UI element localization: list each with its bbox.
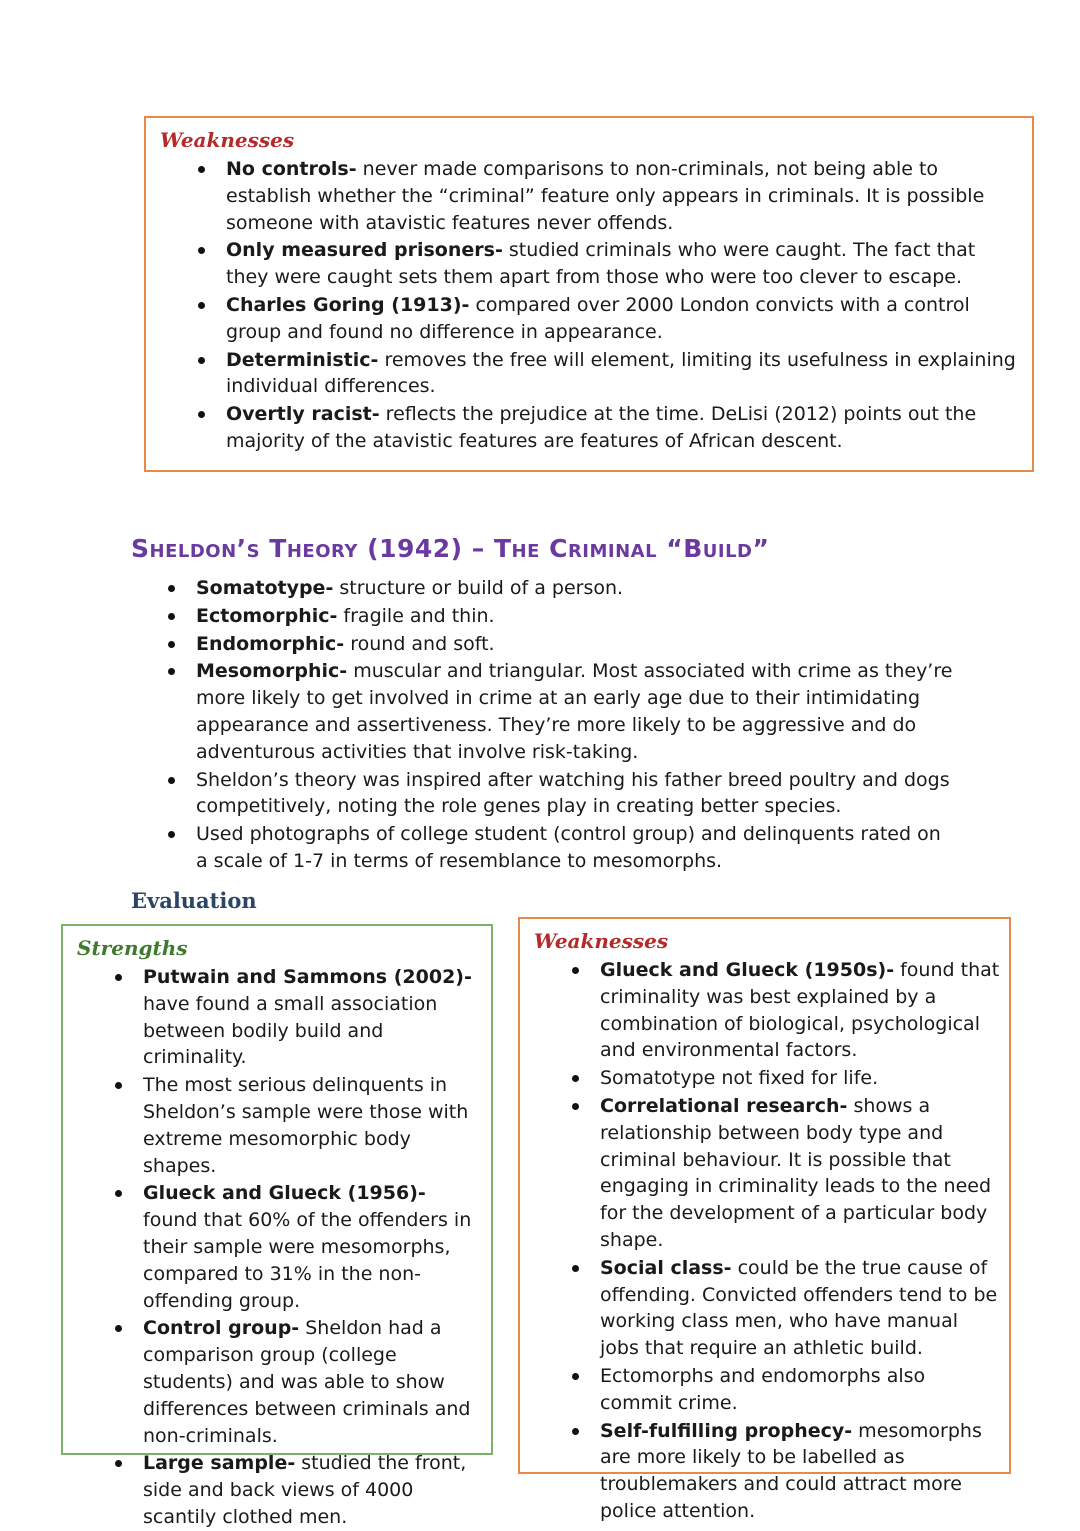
list-item: Putwain and Sammons (2002)- have found a small association between bodily build and criminality.	[143, 964, 485, 1071]
list-item: Social class- could be the true cause of offending. Convicted offenders tend to be working class men, who have manual jobs that require an athletic build.	[600, 1255, 1000, 1362]
sheldon-list	[196, 575, 956, 875]
weaknesses-list	[226, 156, 1016, 455]
list-item: Ectomorphs and endomorphs also commit crime.	[600, 1363, 1000, 1417]
list-item: Control group- Sheldon had a comparison group (college students) and was able to show differences between criminals and non-criminals.	[143, 1315, 485, 1449]
list-item: No controls- never made comparisons to non-criminals, not being able to establish whether the “criminal” feature only appears in criminals. It is possible someone with atavistic features never offends.	[226, 156, 1016, 236]
list-item: Correlational research- shows a relationship between body type and criminal behaviour. It is possible that engaging in criminality leads to the need for the development of a particular body shape.	[600, 1093, 1000, 1254]
list-item: The most serious delinquents in Sheldon’s sample were those with extreme mesomorphic body shapes.	[143, 1072, 485, 1179]
list-item: Ectomorphic- fragile and thin.	[196, 603, 956, 630]
list-item: Only measured prisoners- studied criminals who were caught. The fact that they were caught sets them apart from those who were too clever to escape.	[226, 237, 1016, 291]
weaknesses-title: Weaknesses	[160, 128, 295, 152]
weaknesses-box-sheldon	[518, 917, 1011, 1522]
list-item: Somatotype- structure or build of a person.	[196, 575, 956, 602]
list-item: Self-fulfilling prophecy- mesomorphs are more likely to be labelled as troublemakers and could attract more police attention.	[600, 1418, 1000, 1525]
list-item: Mesomorphic- muscular and triangular. Most associated with crime as they’re more likely to get involved in crime at an early age due to their intimidating appearance and assertiveness. They’re more likely to be aggressive and do adventurous activities that involve risk-taking.	[196, 658, 956, 765]
list-item: Charles Goring (1913)- compared over 2000 London convicts with a control group and found no difference in appearance.	[226, 292, 1016, 346]
list-item: Sheldon’s theory was inspired after watching his father breed poultry and dogs competitively, noting the role genes play in creating better species.	[196, 767, 956, 821]
strengths-list	[143, 964, 485, 1531]
list-item: Overtly racist- reflects the prejudice at the time. DeLisi (2012) points out the majority of the atavistic features are features of African descent.	[226, 401, 1016, 455]
list-item: Glueck and Glueck (1956)- found that 60% of the offenders in their sample were mesomorphs, compared to 31% in the non-offending group.	[143, 1180, 485, 1314]
strengths-title: Strengths	[77, 936, 188, 960]
list-item: Glueck and Glueck (1950s)- found that criminality was best explained by a combination of biological, psychological and environmental factors.	[600, 957, 1000, 1064]
weaknesses-title: Weaknesses	[534, 929, 669, 953]
list-item: Endomorphic- round and soft.	[196, 631, 956, 658]
list-item: Large sample- studied the front, side and back views of 4000 scantily clothed men.	[143, 1450, 485, 1530]
weaknesses-list	[600, 957, 1000, 1525]
weaknesses-box-lombroso	[144, 116, 1034, 472]
list-item: Deterministic- removes the free will element, limiting its usefulness in explaining individual differences.	[226, 347, 1016, 401]
strengths-box	[61, 924, 493, 1528]
evaluation-heading: Evaluation	[131, 888, 257, 913]
list-item: Somatotype not fixed for life.	[600, 1065, 1000, 1092]
list-item: Used photographs of college student (control group) and delinquents rated on a scale of 1-7 in terms of resemblance to mesomorphs.	[196, 821, 956, 875]
section-title: Sheldon’s Theory (1942) – The Criminal “Build”	[131, 534, 770, 563]
